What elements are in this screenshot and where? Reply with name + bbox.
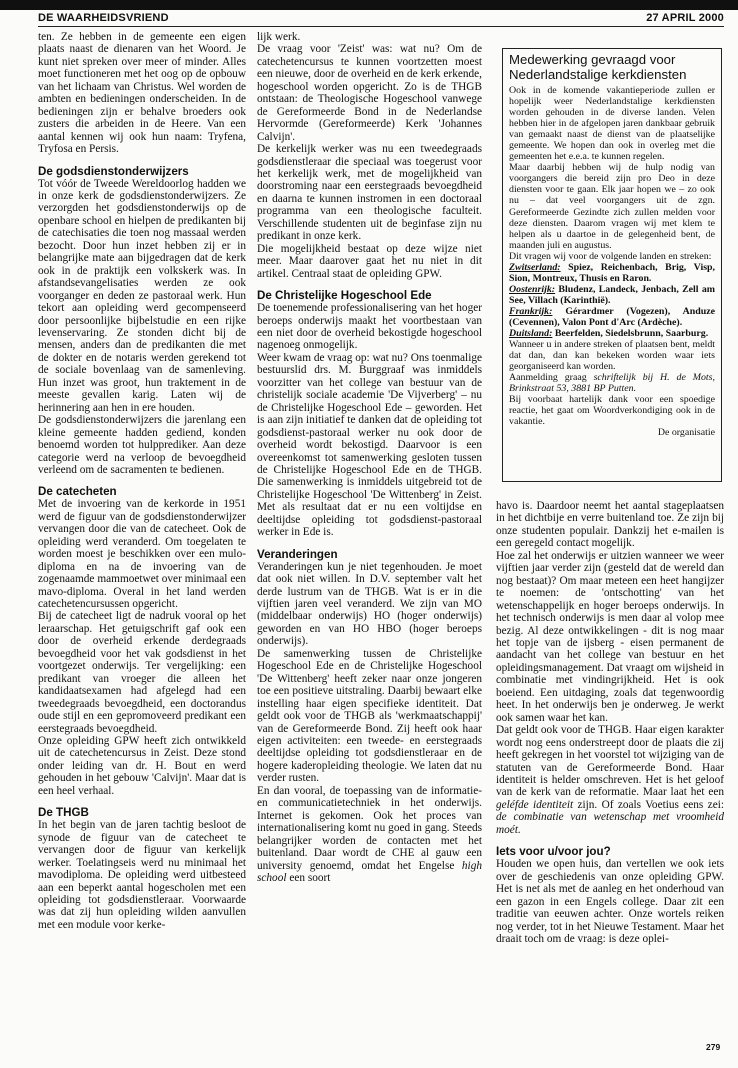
notice-signature: De organisatie [657,427,715,439]
paragraph: havo is. Daardoor neemt het aantal stageplaatsen in het dichtbije en verre buitenland toe. Ze zijn bij onze studenten populair. Dankzij het e-mailen is een geregeld contact mogelijk. [496,500,724,550]
emphasis: de combinatie van wetenschap met vroomheid moét. [496,811,724,836]
paragraph: lijk werk. [257,31,301,43]
paragraph [496,724,724,836]
country-places: Beerfelden, Siedelsbrunn, Saarburg. [552,328,709,340]
notice-paragraph: Wanneer u in andere streken of plaatsen bent, meldt dat dan, dan kan bekeken worden waar iets georganiseerd kan worden. [509,339,715,373]
country-entry [509,262,715,284]
column-2 [257,31,482,884]
country-name: Frankrijk: [509,305,553,317]
notice-paragraph: Bij voorbaat hartelijk dank voor een spoedige reactie, het gaat om Woordverkondiging ook in de vakantie. [509,394,715,428]
country-name: Zwitserland: [509,261,561,273]
paragraph: De vraag voor 'Zeist' was: wat nu? Om de catechetencursus te kunnen voortzetten moest een nieuwe, door de overheid en de kerk erkende, hogeschool worden opgericht. Zo is de THGB ontstaan: de Theologische Hogeschool vanwege de Gereformeerde Bond in de Nederlandse Hervormde (Gereformeerde) Kerk 'Johannes Calvijn'. [257,43,482,143]
section-heading: De THGB [38,806,89,820]
paragraph: Bij de catecheet ligt de nadruk vooral op het leraarschap. Het getuigschrift gaf ook een door de overheid erkende derdegraads bevoegdheid voor het vak godsdienst in het voortgezet onderwijs. Ter vergelijking: een predikant van vroeger die alleen het kandidaatsexamen had afgelegd had een tweedegraads bevoegdheid, een doctorandus oude stijl en een gepromoveerd predikant een eerstegraads bevoegdheid. [38,610,246,735]
issue-date: 27 APRIL 2000 [646,12,724,24]
paragraph: Weer kwam de vraag op: wat nu? Ons toenmalige bestuurslid drs. M. Burggraaf was inmiddels voorzitter van het college van bestuur van de christelijk sociale academie 'De Vijverberg' – nu de Christelijke Hogeschool Ede – geworden. Het is aan zijn initiatief te danken dat de opleiding tot godsdienst-pastoraal werker nu ook door de overheid wordt bekostigd. Daarvoor is een overeenkomst tot samenwerking gesloten tussen de Christelijke Hogeschool Ede en de THGB. Die samenwerking is inmiddels uitgebreid tot de Christelijke Hogeschool 'De Wittenberg' in Zeist. Met als resultaat dat er nu een voltijdse en deeltijdse opleiding tot godsdienst-pastoraal werker in Ede is. [257,351,482,539]
page-number: 279 [706,1042,721,1052]
section-heading: De godsdienstonderwijzers [38,164,189,178]
paragraph: Met de invoering van de kerkorde in 1951 werd de figuur van de godsdienstonderwijzer vervangen door die van de catecheet. Ook de opleiding werd veranderd. Om toegelaten te worden moest je beschikken over een mulo-diploma en na de invoering van de zogenaamde mammoetwet over minimaal een mavo-diploma. Overal in het land werden catechetencursussen opgericht. [38,498,246,611]
emphasis: high school [257,859,482,884]
notice-paragraph: Ook in de komende vakantieperiode zullen er hopelijk weer Nederlandstalige kerkdiensten worden gehouden in de diverse landen. Velen hebben hier in de afgelopen jaren dankbaar gebruik van gemaakt naast de dienst van de plaatselijke gemeente. We hopen dan ook in overleg met die gemeenten het e.e.a. te kunnen regelen. [509,85,715,163]
header-rule [38,26,724,27]
text-run: En dan vooral, de toepassing van de informatie- en communicatietechniek in het onderwijs. Internet is gekomen. Ook het proces van internationalisering komt nu goed in gang. Steeds belangrijker worden de contacten met het buitenland. Daar wordt de CHE al gauw een university genoemd, omdat het Engelse [257,784,482,872]
country-name: Duitsland: [509,328,553,340]
text-run: zijn. Of zoals Voetius eens zei: [573,798,724,811]
section-heading: Veranderingen [257,547,338,561]
paragraph: Hoe zal het onderwijs er uitzien wanneer we weer vijftien jaar verder zijn (gesteld dat de wereld dan nog bestaat)? Om maar meteen een heet hangijzer te noemen: de 'ontschotting' van het wetenschappelijk en hoger beroeps onderwijs. In het technisch onderwijs is men daar al volop mee bezig. Al deze ontwikkelingen - dit is nog maar het topje van de ijsberg - eisen permanent de aandacht van het college van bestuur en het opleidingsmanagement. Dat vraagt om wijsheid in combinatie met vindingrijkheid. Het is ook boeiend. Een uitdaging, zoals dat tegenwoordig heet. In het onderwijs ben je onderweg. Je werkt ook samen waar het kan. [496,549,724,724]
emphasis: geléfde identiteit [496,798,574,811]
notice-title: Medewerking gevraagd voor Nederlandstalige kerkdiensten [509,52,687,82]
notice-box [502,48,722,482]
paragraph: Houden we open huis, dan vertellen we ook iets over de geschiedenis van onze opleiding GPW. Het is net als met de aanleg en het onderhoud van een gazon in een Engels college. Daar zit een traditie van eeuwen achter. Onze wortels reiken nog verder, tot in het Nieuwe Testament. Maar het draait toch om de vraag: is deze oplei- [496,858,724,945]
country-entry [509,284,715,306]
contact-address: schriftelijk bij H. de Mots, Brinkstraat 53, 3881 BP Putten. [509,372,715,395]
country-entry [509,306,715,328]
country-name: Oostenrijk: [509,283,556,295]
top-black-bar [0,0,738,10]
section-heading: De catecheten [38,485,117,499]
column-3 [496,500,724,945]
country-places: Gérardmer (Vogezen), Anduze (Cevennen), Valon Pont d'Arc (Ardèche). [509,305,715,328]
section-heading: De Christelijke Hogeschool Ede [257,289,432,303]
country-entry [509,328,715,339]
paragraph: De kerkelijk werker was nu een tweedegraads godsdienstleraar die speciaal was toegerust voor het kerkelijk werk, met de mogelijkheid van doorstroming naar een eerstegraads bevoegdheid en daarna te kunnen instromen in een doctoraal programma van een theologische faculteit. Verschillende studenten uit de beginfase zijn nu predikant in onze kerk. [257,143,482,243]
paragraph: In het begin van de jaren tachtig besloot de synode de figuur van de catecheet te vervangen door de figuur van kerkelijk werker. Toelatingseis werd nu minimaal het mavodiploma. De opleiding werd uitbesteed aan een beperkt aantal hogescholen met een opleiding tot godsdienstleraar. Voorwaarde was dat zij hun opleiding wilden aanvullen met een module voor kerke- [38,819,246,931]
notice-paragraph [509,372,715,394]
notice-body [509,85,715,439]
publication-title: DE WAARHEIDSVRIEND [38,12,169,24]
paragraph: Veranderingen kun je niet tegenhouden. Je moet dat ook niet willen. In D.V. september valt het derde lustrum van de THGB. Wat is er in die vijftien jaren veel veranderd. We zijn van MO (middelbaar onderwijs) HO (hoger onderwijs) geworden en van HO HBO (hoger beroeps onderwijs). [257,560,482,648]
paragraph: Die mogelijkheid bestaat op deze wijze niet meer. Maar daarover gaat het nu niet in dit artikel. Centraal staat de opleiding GPW. [257,242,482,280]
column-1 [38,31,246,931]
paragraph: ten. Ze hebben in de gemeente een eigen plaats naast de dienaren van het Woord. Je kunt niet spreken over meer of minder. Alles moet functioneren met het oog op de opbouw van het lichaam van Christus. Wel worden de ambten en bedieningen onderscheiden. In de bedieningen zijn er behalve broeders ook zusters die arbeiden in de Heere. Van een aantal kennen wij ook hun naam: Tryfena, Tryfosa en Persis. [38,31,246,156]
paragraph: De toenemende professionalisering van het hoger beroeps onderwijs maakt het voortbestaan van een niet door de overheid bekostigde hogeschool nagenoeg onmogelijk. [257,302,482,352]
paragraph: De godsdienstonderwijzers die jarenlang een kleine gemeente hadden gediend, konden benoemd worden tot hulpprediker. Aan deze categorie werd na verloop de bevoegdheid verleend om de sacramenten te bedienen. [38,414,246,476]
paragraph: Tot vóór de Tweede Wereldoorlog hadden we in onze kerk de godsdienstonderwijzers. Ze verzorgden het godsdienstonderwijs op de openbare school en hielpen de predikanten bij de catechisaties die toen nog massaal werden bezocht. Door hun inzet hebben zij er in belangrijke mate aan bijgedragen dat de kerk ook in de praktijk een volkskerk was. In afstandsevangelisaties werden ze ook voorganger en deden ze pastoraal werk. Hun tekort aan opleiding werd gecompenseerd door persoonlijke bijbelstudie en een rijke levenservaring. Ze stonden dicht bij de mensen, anders dan de predikanten die met de dokter en de notaris werden gerekend tot de sociale bovenlaag van de samenleving. Hun inzet was groot, hun traktement in de meeste gevallen karig. Laten wij de herinnering aan hen in ere houden. [38,177,246,414]
text-run: Dat geldt ook voor de THGB. Haar eigen karakter wordt nog eens onderstreept door de plaats die zij heeft gekregen in het voorstel tot wijziging van de statuten van de Gereformeerde Bond. Haar identiteit is helder omschreven. Het is het geloof van de kerk van de reformatie. Maar laat het een [496,724,724,799]
section-heading: Iets voor u/voor jou? [496,845,611,859]
text-run: een soort [286,872,331,884]
paragraph [257,785,482,885]
paragraph: Onze opleiding GPW heeft zich ontwikkeld uit de catechetencursus in Zeist. Deze stond onder leiding van dr. H. Bout en werd gehouden in het gebouw 'Calvijn'. Maar dat is een heel verhaal. [38,735,246,797]
masthead [38,11,724,25]
country-places: Spiez, Reichenbach, Brig, Visp, Sion, Montreux, Thusis en Raron. [509,261,715,284]
notice-paragraph: Maar daarbij hebben wij de hulp nodig van voorgangers die bereid zijn pro Deo in deze diensten voor te gaan. Elk jaar hopen we – zo ook nu – dat veel voorgangers uit de zgn. Gereformeerde Gezindte zich zullen melden voor deze diensten. Daarom vragen wij met klem te helpen als u daartoe in de gelegenheid bent, de maanden juli en augustus. [509,162,715,251]
country-places: Bludenz, Landeck, Jenbach, Zell am See, Villach (Karinthië). [509,283,715,306]
text-run: Aanmelding graag [509,372,594,384]
notice-paragraph: Dit vragen wij voor de volgende landen en streken: [509,250,712,262]
paragraph: De samenwerking tussen de Christelijke Hogeschool Ede en de Christelijke Hogeschool 'De Wittenberg' heeft zeker naar onze jongeren toe een positieve uitstraling. Daarbij bewaart elke instelling haar eigen specifieke identiteit. Dat geldt ook voor de THGB als 'werkmaatschappij' van de Gereformeerde Bond. Zij heeft ook haar eigen activiteiten: een tweede- en eerstegraads deeltijdse opleiding tot godsdienstleraar en de hogere kaderopleiding theologie. We laten dat nu verder rusten. [257,647,482,785]
